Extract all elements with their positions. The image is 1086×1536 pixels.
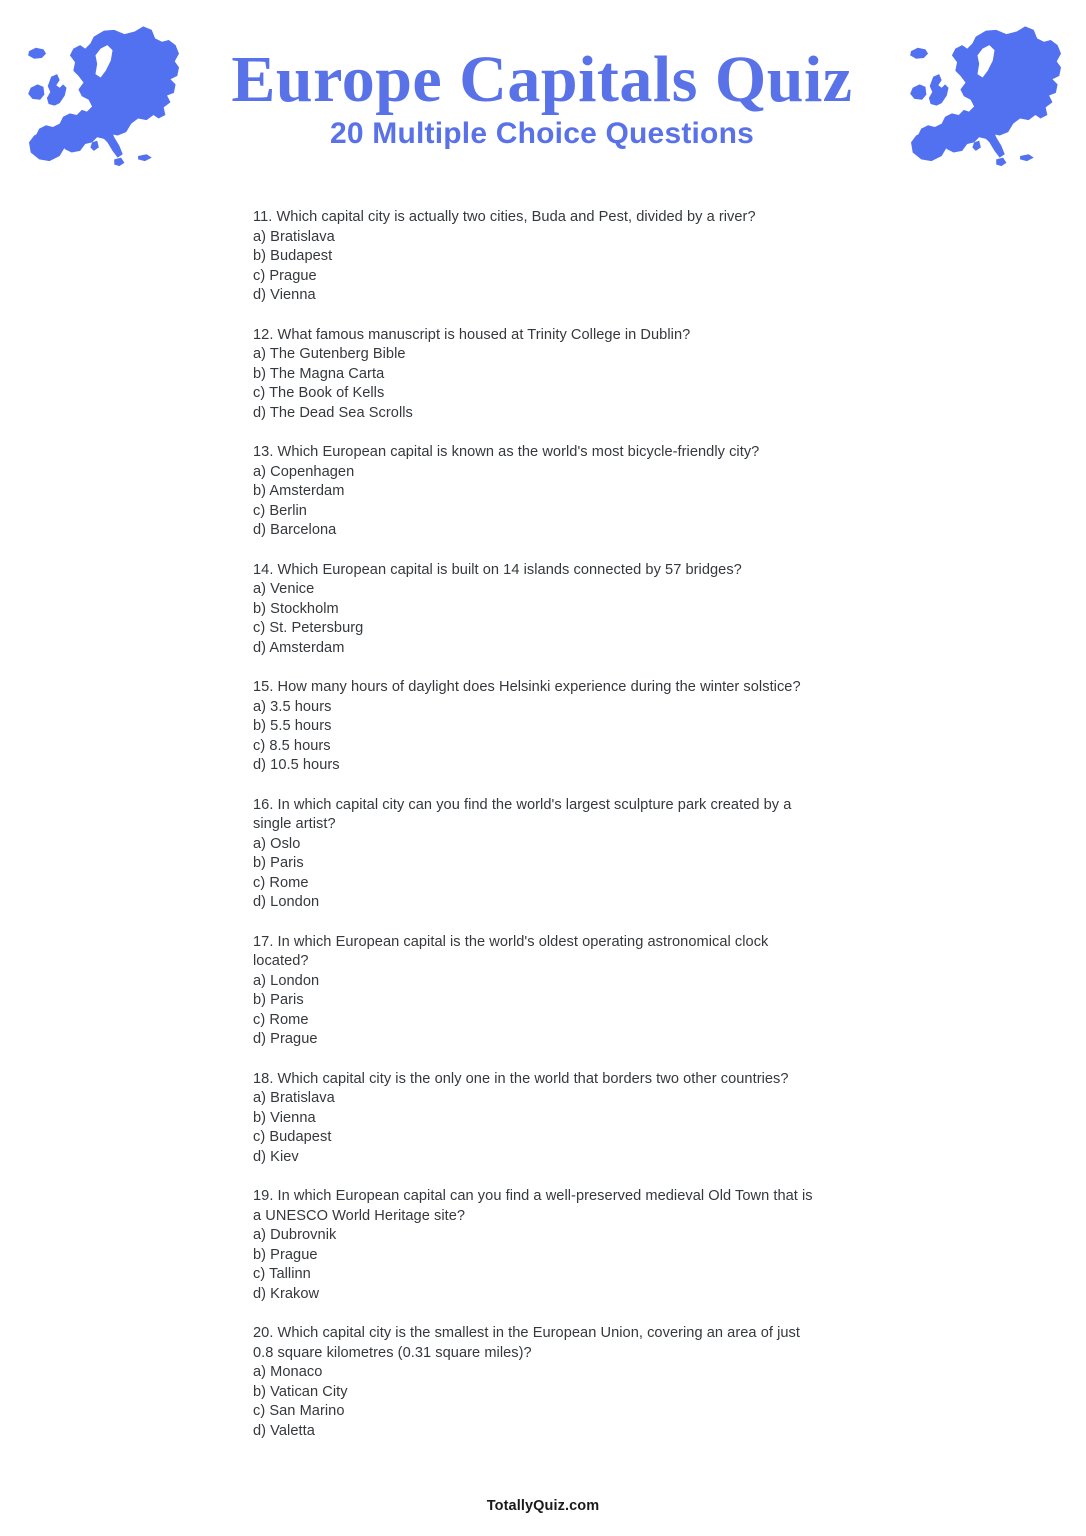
option-c[interactable]: c) Berlin	[253, 502, 307, 519]
option-c[interactable]: c) San Marino	[253, 1403, 345, 1419]
question-block	[253, 678, 819, 776]
option-d[interactable]: d) 10.5 hours	[253, 757, 340, 773]
question-text: 13. Which European capital is known as the world's most bicycle-friendly city?	[253, 444, 760, 460]
option-d[interactable]: d) Kiev	[253, 1148, 299, 1165]
option-b[interactable]: b) Vienna	[253, 1109, 316, 1126]
option-a[interactable]: a) London	[253, 972, 320, 989]
question-block	[253, 561, 819, 659]
option-list	[253, 835, 819, 913]
option-d[interactable]: d) The Dead Sea Scrolls	[253, 404, 413, 421]
page-title: Europe Capitals Quiz	[231, 43, 853, 117]
option-list	[253, 1226, 819, 1304]
option-c[interactable]: c) Rome	[253, 1011, 309, 1028]
option-b[interactable]: b) Prague	[253, 1246, 318, 1263]
option-list	[253, 580, 819, 658]
option-d[interactable]: d) Vienna	[253, 287, 316, 303]
option-a[interactable]: a) The Gutenberg Bible	[253, 346, 406, 362]
question-text: 18. Which capital city is the only one in the world that borders two other countries?	[253, 1070, 789, 1087]
question-block	[253, 933, 819, 1050]
option-list	[253, 972, 819, 1050]
option-b[interactable]: b) Stockholm	[253, 600, 339, 617]
option-b[interactable]: b) Vatican City	[253, 1383, 348, 1400]
option-a[interactable]: a) Copenhagen	[253, 463, 355, 480]
question-block	[253, 208, 819, 306]
europe-map-icon-right	[900, 23, 1072, 173]
option-b[interactable]: b) 5.5 hours	[253, 718, 332, 734]
option-b[interactable]: b) Amsterdam	[253, 483, 345, 499]
page-header	[0, 0, 1086, 196]
option-list	[253, 345, 819, 423]
question-text: 20. Which capital city is the smallest in the European Union, covering an area of just 0.8 square kilometres (0.31 square miles)?	[253, 1325, 800, 1361]
question-text: 19. In which European capital can you find a well-preserved medieval Old Town that is a UNESCO World Heritage site?	[253, 1188, 813, 1224]
option-list	[253, 698, 819, 776]
option-d[interactable]: d) Barcelona	[253, 522, 337, 538]
option-b[interactable]: b) Paris	[253, 992, 304, 1008]
question-text: 14. Which European capital is built on 14 islands connected by 57 bridges?	[253, 561, 742, 578]
option-d[interactable]: d) Krakow	[253, 1285, 320, 1302]
question-block	[253, 796, 819, 913]
option-list	[253, 1089, 819, 1167]
title-block	[196, 45, 888, 151]
option-d[interactable]: d) Valetta	[253, 1422, 315, 1439]
option-b[interactable]: b) The Magna Carta	[253, 365, 385, 382]
option-c[interactable]: c) The Book of Kells	[253, 385, 385, 401]
option-a[interactable]: a) Monaco	[253, 1364, 323, 1380]
question-block	[253, 1324, 819, 1441]
question-block	[253, 1070, 819, 1168]
option-b[interactable]: b) Budapest	[253, 248, 333, 264]
option-b[interactable]: b) Paris	[253, 855, 304, 871]
option-list	[253, 1363, 819, 1441]
option-list	[253, 228, 819, 306]
option-a[interactable]: a) Bratislava	[253, 1090, 335, 1106]
question-text: 11. Which capital city is actually two cities, Buda and Pest, divided by a river?	[253, 209, 756, 225]
question-text: 12. What famous manuscript is housed at Trinity College in Dublin?	[253, 326, 691, 343]
option-c[interactable]: c) Rome	[253, 874, 309, 891]
question-text: 16. In which capital city can you find the world's largest sculpture park created by a single artist?	[253, 796, 792, 832]
option-list	[253, 463, 819, 541]
europe-map-icon-left	[18, 23, 190, 173]
option-d[interactable]: d) London	[253, 894, 320, 910]
option-c[interactable]: c) 8.5 hours	[253, 737, 331, 754]
page-footer	[0, 1497, 1086, 1515]
site-name[interactable]: TotallyQuiz.com	[486, 1498, 600, 1514]
option-d[interactable]: d) Amsterdam	[253, 639, 345, 656]
option-a[interactable]: a) 3.5 hours	[253, 698, 332, 715]
question-text: 15. How many hours of daylight does Helsinki experience during the winter solstice?	[253, 679, 801, 695]
quiz-questions-list	[253, 208, 819, 1441]
page-subtitle: 20 Multiple Choice Questions	[329, 117, 754, 151]
option-d[interactable]: d) Prague	[253, 1031, 318, 1047]
option-c[interactable]: c) Budapest	[253, 1129, 332, 1145]
option-c[interactable]: c) Prague	[253, 267, 317, 284]
question-text: 17. In which European capital is the world's oldest operating astronomical clock located?	[253, 933, 769, 969]
option-a[interactable]: a) Oslo	[253, 835, 301, 852]
option-a[interactable]: a) Bratislava	[253, 228, 335, 245]
question-block	[253, 326, 819, 424]
option-c[interactable]: c) St. Petersburg	[253, 620, 364, 636]
option-a[interactable]: a) Dubrovnik	[253, 1227, 337, 1243]
question-block	[253, 443, 819, 541]
option-c[interactable]: c) Tallinn	[253, 1266, 311, 1282]
question-block	[253, 1187, 819, 1304]
option-a[interactable]: a) Venice	[253, 581, 315, 597]
